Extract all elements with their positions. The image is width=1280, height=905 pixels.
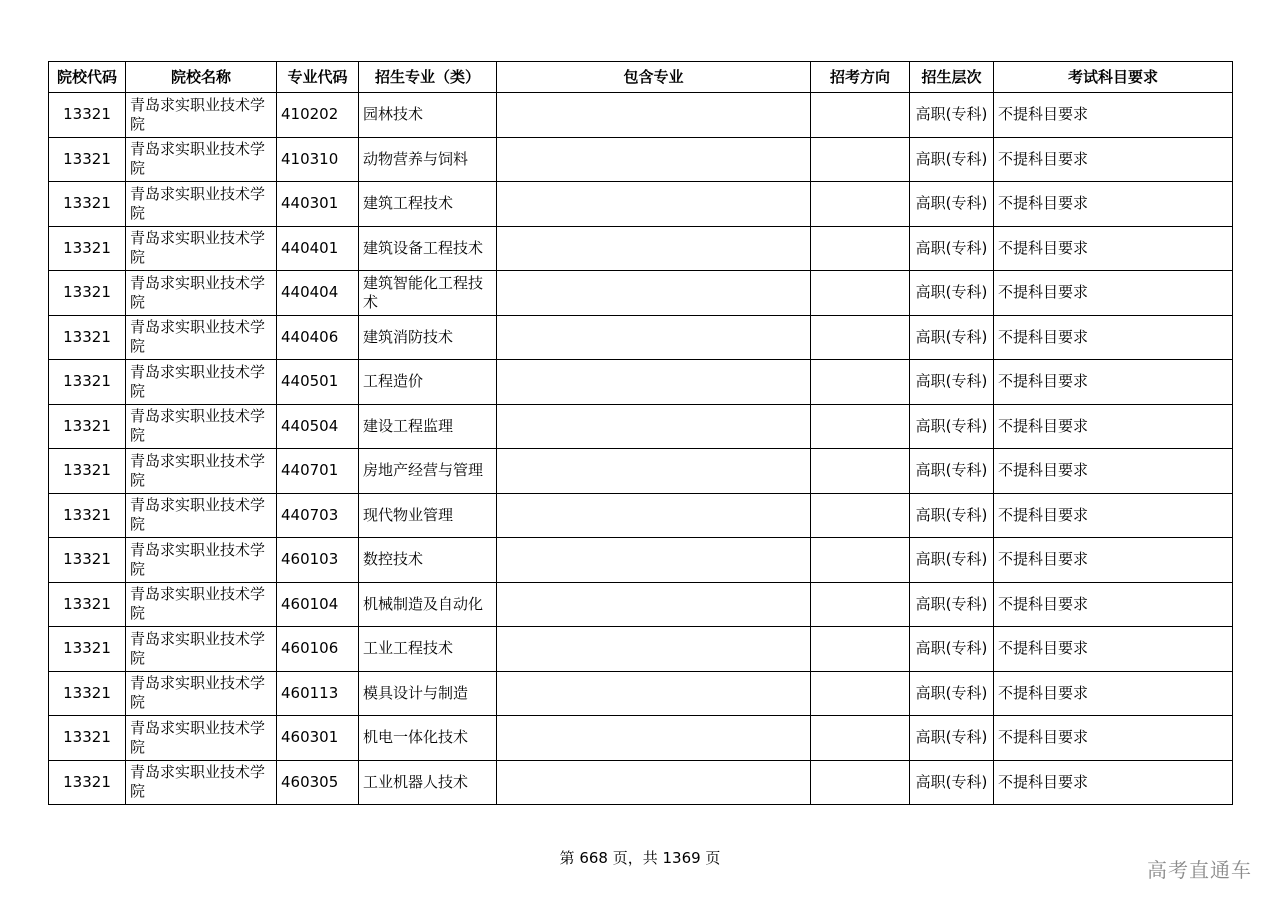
cell-major-code: 440504 [277,404,359,449]
cell-level: 高职(专科) [910,716,994,761]
cell-major-code: 410202 [277,93,359,138]
cell-major-code: 460305 [277,760,359,805]
cell-requirement: 不提科目要求 [994,226,1233,271]
cell-major: 房地产经营与管理 [359,449,497,494]
cell-school-code: 13321 [49,226,126,271]
cell-major-code: 440701 [277,449,359,494]
cell-includes [497,671,811,716]
cell-level: 高职(专科) [910,538,994,583]
header-school-name: 院校名称 [126,62,277,93]
cell-school-code: 13321 [49,716,126,761]
cell-major: 建筑设备工程技术 [359,226,497,271]
header-major-code: 专业代码 [277,62,359,93]
page-number: 第 668 页，共 1369 页 [559,849,721,867]
header-major: 招生专业（类） [359,62,497,93]
cell-level: 高职(专科) [910,226,994,271]
cell-school-code: 13321 [49,404,126,449]
table-row [49,93,1233,138]
cell-major-code: 440703 [277,493,359,538]
cell-requirement: 不提科目要求 [994,137,1233,182]
cell-school-name: 青岛求实职业技术学院 [126,360,277,405]
cell-requirement: 不提科目要求 [994,493,1233,538]
cell-requirement: 不提科目要求 [994,93,1233,138]
cell-requirement: 不提科目要求 [994,271,1233,316]
table-row [49,137,1233,182]
table-row [49,182,1233,227]
cell-school-name: 青岛求实职业技术学院 [126,315,277,360]
cell-school-name: 青岛求实职业技术学院 [126,271,277,316]
cell-major: 机械制造及自动化 [359,582,497,627]
cell-direction [811,582,910,627]
cell-major-code: 440501 [277,360,359,405]
cell-requirement: 不提科目要求 [994,360,1233,405]
cell-school-name: 青岛求实职业技术学院 [126,627,277,672]
cell-major-code: 440401 [277,226,359,271]
cell-school-code: 13321 [49,360,126,405]
cell-school-code: 13321 [49,449,126,494]
cell-includes [497,93,811,138]
header-includes: 包含专业 [497,62,811,93]
header-direction: 招考方向 [811,62,910,93]
cell-school-code: 13321 [49,315,126,360]
cell-school-code: 13321 [49,627,126,672]
cell-level: 高职(专科) [910,582,994,627]
cell-major: 工业机器人技术 [359,760,497,805]
cell-requirement: 不提科目要求 [994,671,1233,716]
cell-major: 建筑消防技术 [359,315,497,360]
cell-includes [497,449,811,494]
cell-major: 工业工程技术 [359,627,497,672]
cell-school-code: 13321 [49,671,126,716]
cell-direction [811,182,910,227]
cell-school-code: 13321 [49,93,126,138]
cell-major-code: 460104 [277,582,359,627]
cell-school-code: 13321 [49,137,126,182]
cell-level: 高职(专科) [910,93,994,138]
cell-direction [811,137,910,182]
cell-major-code: 460106 [277,627,359,672]
cell-direction [811,627,910,672]
header-requirement: 考试科目要求 [994,62,1233,93]
cell-level: 高职(专科) [910,760,994,805]
cell-level: 高职(专科) [910,360,994,405]
cell-major-code: 410310 [277,137,359,182]
cell-school-code: 13321 [49,493,126,538]
cell-includes [497,360,811,405]
cell-school-name: 青岛求实职业技术学院 [126,182,277,227]
table-row [49,315,1233,360]
table-row [49,449,1233,494]
cell-requirement: 不提科目要求 [994,404,1233,449]
cell-level: 高职(专科) [910,404,994,449]
cell-direction [811,315,910,360]
table-row [49,627,1233,672]
cell-requirement: 不提科目要求 [994,627,1233,672]
cell-requirement: 不提科目要求 [994,760,1233,805]
cell-major: 建筑工程技术 [359,182,497,227]
cell-major-code: 460103 [277,538,359,583]
cell-includes [497,137,811,182]
cell-school-code: 13321 [49,182,126,227]
cell-major-code: 440406 [277,315,359,360]
cell-major-code: 460301 [277,716,359,761]
cell-requirement: 不提科目要求 [994,582,1233,627]
cell-school-name: 青岛求实职业技术学院 [126,404,277,449]
cell-major: 建筑智能化工程技术 [359,271,497,316]
cell-school-name: 青岛求实职业技术学院 [126,137,277,182]
table-row [49,271,1233,316]
cell-school-name: 青岛求实职业技术学院 [126,582,277,627]
cell-major: 机电一体化技术 [359,716,497,761]
cell-level: 高职(专科) [910,449,994,494]
table-row [49,671,1233,716]
cell-includes [497,315,811,360]
table-row [49,716,1233,761]
admissions-table [48,61,1233,805]
cell-includes [497,271,811,316]
cell-school-name: 青岛求实职业技术学院 [126,226,277,271]
cell-major-code: 460113 [277,671,359,716]
cell-includes [497,582,811,627]
table-header-row [49,62,1233,93]
cell-level: 高职(专科) [910,137,994,182]
cell-direction [811,538,910,583]
cell-includes [497,182,811,227]
table-row [49,582,1233,627]
cell-level: 高职(专科) [910,493,994,538]
cell-major: 动物营养与饲料 [359,137,497,182]
cell-school-code: 13321 [49,271,126,316]
cell-school-code: 13321 [49,538,126,583]
cell-level: 高职(专科) [910,671,994,716]
table-row [49,493,1233,538]
cell-requirement: 不提科目要求 [994,182,1233,227]
cell-direction [811,760,910,805]
cell-school-name: 青岛求实职业技术学院 [126,760,277,805]
cell-direction [811,493,910,538]
cell-major: 园林技术 [359,93,497,138]
cell-school-name: 青岛求实职业技术学院 [126,716,277,761]
cell-school-name: 青岛求实职业技术学院 [126,493,277,538]
cell-includes [497,404,811,449]
table-row [49,360,1233,405]
table-row [49,404,1233,449]
watermark: 高考直通车 [1147,858,1252,882]
header-level: 招生层次 [910,62,994,93]
cell-includes [497,716,811,761]
cell-direction [811,360,910,405]
cell-requirement: 不提科目要求 [994,449,1233,494]
cell-level: 高职(专科) [910,271,994,316]
cell-school-name: 青岛求实职业技术学院 [126,671,277,716]
cell-school-name: 青岛求实职业技术学院 [126,538,277,583]
cell-requirement: 不提科目要求 [994,716,1233,761]
cell-major: 工程造价 [359,360,497,405]
cell-major: 数控技术 [359,538,497,583]
cell-direction [811,404,910,449]
table-row [49,760,1233,805]
cell-includes [497,226,811,271]
cell-major: 建设工程监理 [359,404,497,449]
cell-includes [497,493,811,538]
cell-requirement: 不提科目要求 [994,538,1233,583]
cell-school-name: 青岛求实职业技术学院 [126,93,277,138]
cell-major-code: 440404 [277,271,359,316]
cell-direction [811,226,910,271]
cell-direction [811,93,910,138]
cell-direction [811,271,910,316]
cell-level: 高职(专科) [910,315,994,360]
cell-direction [811,449,910,494]
cell-major: 模具设计与制造 [359,671,497,716]
cell-school-name: 青岛求实职业技术学院 [126,449,277,494]
cell-includes [497,538,811,583]
cell-requirement: 不提科目要求 [994,315,1233,360]
table-body [49,93,1233,805]
header-school-code: 院校代码 [49,62,126,93]
cell-direction [811,671,910,716]
table-row [49,226,1233,271]
cell-major: 现代物业管理 [359,493,497,538]
cell-level: 高职(专科) [910,182,994,227]
cell-level: 高职(专科) [910,627,994,672]
cell-includes [497,627,811,672]
table-row [49,538,1233,583]
cell-major-code: 440301 [277,182,359,227]
cell-direction [811,716,910,761]
cell-school-code: 13321 [49,760,126,805]
cell-includes [497,760,811,805]
cell-school-code: 13321 [49,582,126,627]
